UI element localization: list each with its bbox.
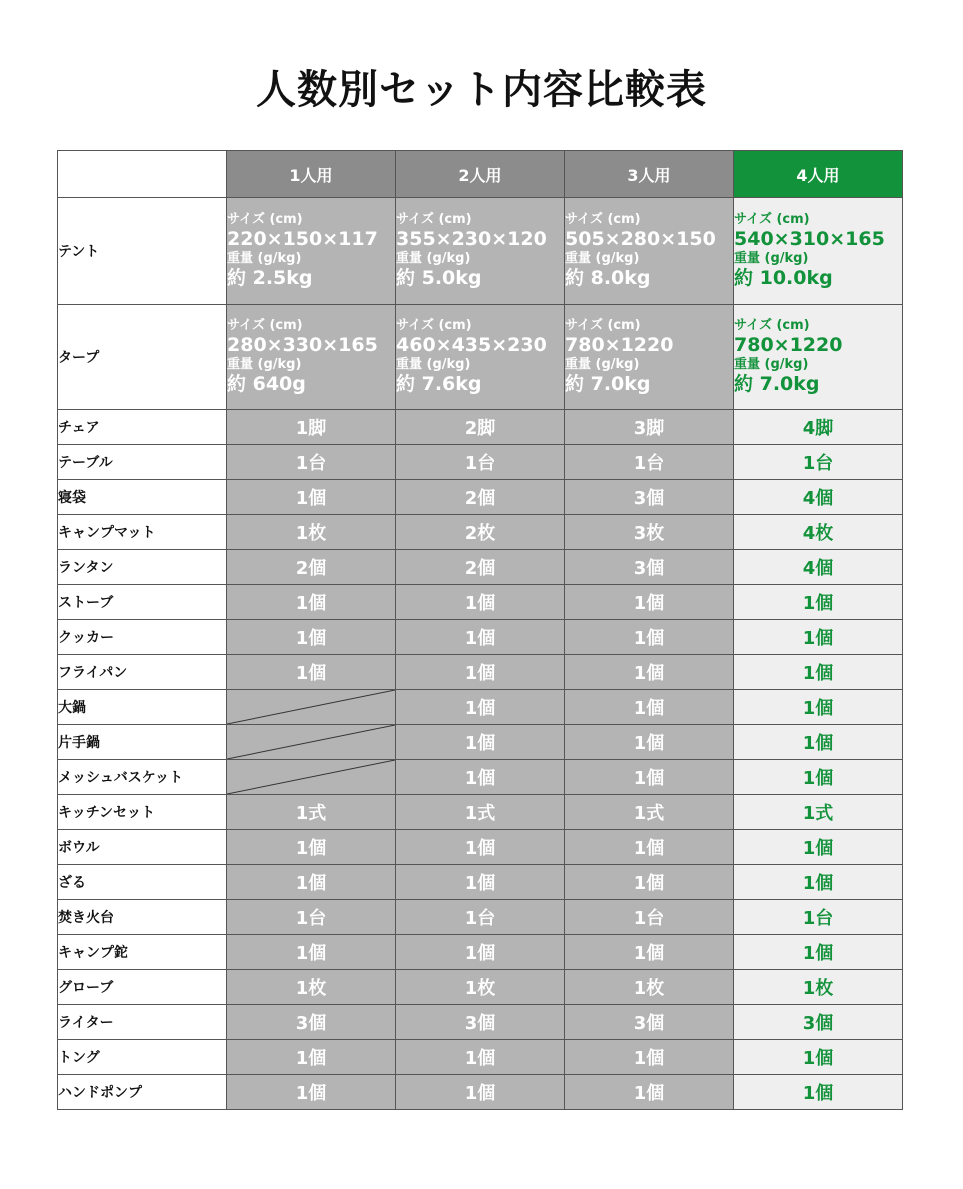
value-cell: 1個 (734, 760, 903, 795)
table-row-tent (58, 198, 903, 305)
value-cell: 4脚 (734, 410, 903, 445)
row-label: ライター (58, 1005, 227, 1040)
value-cell: 1台 (396, 445, 565, 480)
size-value: 505×280×150 (565, 228, 716, 250)
value-cell: 1個 (227, 620, 396, 655)
table-row (58, 445, 903, 480)
row-label: 焚き火台 (58, 900, 227, 935)
value-cell: 1個 (734, 620, 903, 655)
value-cell: 1個 (565, 865, 734, 900)
value-cell: 1個 (565, 1075, 734, 1110)
value-cell: 1個 (734, 830, 903, 865)
value-cell: 1個 (396, 830, 565, 865)
value-cell: 1個 (227, 585, 396, 620)
size-value: 780×1220 (565, 334, 674, 356)
not-included-cell (227, 690, 396, 725)
size-label: サイズ (cm) (565, 318, 641, 333)
value-cell: 1台 (734, 445, 903, 480)
size-label: サイズ (cm) (734, 318, 810, 333)
weight-value: 約 7.0kg (734, 373, 820, 395)
row-label: キャンプ鉈 (58, 935, 227, 970)
value-cell: 2個 (227, 550, 396, 585)
table-row (58, 760, 903, 795)
table-row (58, 655, 903, 690)
spec-cell (734, 198, 903, 305)
value-cell: 1個 (565, 690, 734, 725)
value-cell: 3脚 (565, 410, 734, 445)
row-label: テント (58, 198, 227, 305)
page-title: 人数別セット内容比較表 (256, 67, 707, 113)
weight-value: 約 2.5kg (227, 267, 313, 289)
value-cell: 1個 (734, 1075, 903, 1110)
weight-value: 約 7.0kg (565, 373, 651, 395)
value-cell: 1個 (227, 1075, 396, 1110)
spec-cell (734, 305, 903, 410)
row-label: ボウル (58, 830, 227, 865)
value-cell: 3個 (227, 1005, 396, 1040)
weight-value: 約 7.6kg (396, 373, 482, 395)
value-cell: 1個 (227, 830, 396, 865)
table-row (58, 550, 903, 585)
row-label: クッカー (58, 620, 227, 655)
value-cell: 1台 (565, 445, 734, 480)
value-cell: 1個 (734, 865, 903, 900)
value-cell: 1式 (396, 795, 565, 830)
size-value: 280×330×165 (227, 334, 378, 356)
row-label: ストーブ (58, 585, 227, 620)
value-cell: 1台 (734, 900, 903, 935)
spec-cell (227, 305, 396, 410)
value-cell: 1式 (734, 795, 903, 830)
value-cell: 1個 (734, 655, 903, 690)
value-cell: 1個 (565, 655, 734, 690)
value-cell: 1台 (227, 445, 396, 480)
weight-value: 約 8.0kg (565, 267, 651, 289)
value-cell: 1個 (396, 935, 565, 970)
value-cell: 4個 (734, 480, 903, 515)
corner-cell (58, 151, 227, 198)
table-row (58, 620, 903, 655)
comparison-table (57, 150, 903, 1110)
value-cell: 1個 (565, 620, 734, 655)
weight-label: 重量 (g/kg) (565, 251, 640, 266)
value-cell: 1個 (734, 690, 903, 725)
value-cell: 1個 (396, 1040, 565, 1075)
value-cell: 3個 (396, 1005, 565, 1040)
value-cell: 2枚 (396, 515, 565, 550)
weight-value: 約 640g (227, 373, 306, 395)
spec-cell (396, 198, 565, 305)
table-row (58, 690, 903, 725)
value-cell: 1個 (565, 760, 734, 795)
header-1-person: 1人用 (227, 151, 396, 198)
row-label: 片手鍋 (58, 725, 227, 760)
value-cell: 2個 (396, 480, 565, 515)
size-label: サイズ (cm) (734, 212, 810, 227)
value-cell: 2脚 (396, 410, 565, 445)
value-cell: 3個 (734, 1005, 903, 1040)
size-label: サイズ (cm) (396, 318, 472, 333)
size-label: サイズ (cm) (227, 212, 303, 227)
spec-cell (396, 305, 565, 410)
value-cell: 1個 (227, 480, 396, 515)
weight-label: 重量 (g/kg) (565, 357, 640, 372)
weight-label: 重量 (g/kg) (734, 251, 809, 266)
row-label: トング (58, 1040, 227, 1075)
table-row (58, 410, 903, 445)
value-cell: 1個 (227, 865, 396, 900)
value-cell: 1個 (396, 865, 565, 900)
size-value: 220×150×117 (227, 228, 378, 250)
value-cell: 1枚 (565, 970, 734, 1005)
table-row (58, 1040, 903, 1075)
weight-value: 約 5.0kg (396, 267, 482, 289)
value-cell: 3枚 (565, 515, 734, 550)
row-label: タープ (58, 305, 227, 410)
table-row (58, 830, 903, 865)
value-cell: 1個 (227, 655, 396, 690)
value-cell: 2個 (396, 550, 565, 585)
row-label: ハンドポンプ (58, 1075, 227, 1110)
table-row (58, 480, 903, 515)
value-cell: 4個 (734, 550, 903, 585)
strike-line (227, 760, 395, 794)
table-row (58, 1075, 903, 1110)
value-cell: 1台 (396, 900, 565, 935)
table-row-tarp (58, 305, 903, 410)
row-label: 大鍋 (58, 690, 227, 725)
table-row (58, 515, 903, 550)
value-cell: 1枚 (396, 970, 565, 1005)
value-cell: 1個 (396, 1075, 565, 1110)
value-cell: 1式 (565, 795, 734, 830)
row-label: フライパン (58, 655, 227, 690)
row-label: ランタン (58, 550, 227, 585)
value-cell: 1個 (734, 1040, 903, 1075)
value-cell: 1個 (734, 725, 903, 760)
size-label: サイズ (cm) (396, 212, 472, 227)
row-label: キャンプマット (58, 515, 227, 550)
row-label: ざる (58, 865, 227, 900)
value-cell: 1個 (396, 620, 565, 655)
value-cell: 1式 (227, 795, 396, 830)
strike-line (227, 690, 395, 724)
value-cell: 1個 (565, 1040, 734, 1075)
value-cell: 3個 (565, 1005, 734, 1040)
row-label: テーブル (58, 445, 227, 480)
value-cell: 1個 (396, 655, 565, 690)
value-cell: 1個 (565, 935, 734, 970)
row-label: キッチンセット (58, 795, 227, 830)
not-included-cell (227, 760, 396, 795)
size-value: 355×230×120 (396, 228, 547, 250)
table-row (58, 865, 903, 900)
weight-value: 約 10.0kg (734, 267, 833, 289)
value-cell: 4枚 (734, 515, 903, 550)
weight-label: 重量 (g/kg) (227, 357, 302, 372)
row-label: 寝袋 (58, 480, 227, 515)
header-2-person: 2人用 (396, 151, 565, 198)
value-cell: 1脚 (227, 410, 396, 445)
size-label: サイズ (cm) (227, 318, 303, 333)
value-cell: 1個 (396, 760, 565, 795)
table-row (58, 585, 903, 620)
value-cell: 1枚 (227, 515, 396, 550)
table-row (58, 725, 903, 760)
table-row (58, 970, 903, 1005)
spec-cell (565, 305, 734, 410)
value-cell: 1台 (565, 900, 734, 935)
size-value: 540×310×165 (734, 228, 885, 250)
weight-label: 重量 (g/kg) (227, 251, 302, 266)
row-label: メッシュバスケット (58, 760, 227, 795)
value-cell: 1個 (734, 585, 903, 620)
table-row (58, 1005, 903, 1040)
row-label: チェア (58, 410, 227, 445)
value-cell: 3個 (565, 550, 734, 585)
header-4-person: 4人用 (734, 151, 903, 198)
value-cell: 1個 (227, 935, 396, 970)
value-cell: 1個 (396, 690, 565, 725)
value-cell: 1枚 (227, 970, 396, 1005)
table-row (58, 900, 903, 935)
value-cell: 1個 (565, 585, 734, 620)
row-label: グローブ (58, 970, 227, 1005)
value-cell: 1個 (565, 830, 734, 865)
value-cell: 1台 (227, 900, 396, 935)
value-cell: 1個 (396, 585, 565, 620)
table-row (58, 935, 903, 970)
not-included-cell (227, 725, 396, 760)
value-cell: 1個 (227, 1040, 396, 1075)
spec-cell (565, 198, 734, 305)
value-cell: 1個 (396, 725, 565, 760)
size-value: 460×435×230 (396, 334, 547, 356)
value-cell: 1個 (565, 725, 734, 760)
value-cell: 1個 (734, 935, 903, 970)
value-cell: 3個 (565, 480, 734, 515)
size-value: 780×1220 (734, 334, 843, 356)
weight-label: 重量 (g/kg) (734, 357, 809, 372)
table-row (58, 795, 903, 830)
size-label: サイズ (cm) (565, 212, 641, 227)
weight-label: 重量 (g/kg) (396, 251, 471, 266)
value-cell: 1枚 (734, 970, 903, 1005)
weight-label: 重量 (g/kg) (396, 357, 471, 372)
strike-line (227, 725, 395, 759)
spec-cell (227, 198, 396, 305)
header-3-person: 3人用 (565, 151, 734, 198)
